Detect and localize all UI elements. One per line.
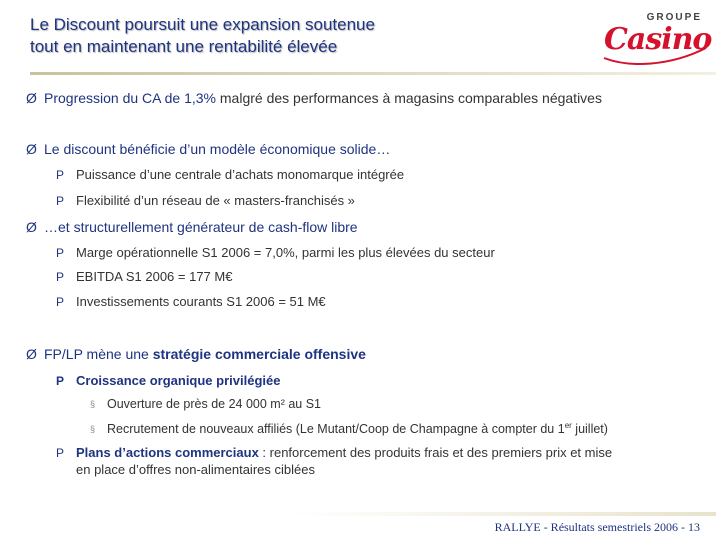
arrow-bullet-icon: Ø [26,90,37,106]
bullet-strategie: Ø FP/LP mène une stratégie commerciale offensive [26,346,366,362]
square-bullet-icon: § [90,424,96,434]
bullet-discount-model: Ø Le discount bénéficie d’un modèle économique solide… [26,141,391,157]
footer-divider [290,512,716,516]
flag-bullet-icon: P [56,374,65,388]
sub-sub-bullet-recrutement: § Recrutement de nouveaux affiliés (Le Mutant/Coop de Champagne à compter du 1er juillet) [90,421,608,436]
sub-bullet-plans: P Plans d’actions commerciaux : renforcement des produits frais et des premiers prix et mise [56,445,613,460]
title-line-1: Le Discount poursuit une expansion soutenue [30,15,375,34]
arrow-bullet-icon: Ø [26,346,37,362]
sub-bullet-flexibilite: P Flexibilité d’un réseau de « masters-franchisés » [56,193,355,208]
logo-groupe-text: GROUPE [646,12,702,23]
footer-text: RALLYE - Résultats semestriels 2006 - 13 [494,520,700,534]
sub-bullet-plans-continued: en place d’offres non-alimentaires ciblées [76,462,315,477]
bullet-cash-flow: Ø …et structurellement générateur de cash-flow libre [26,219,358,235]
flag-bullet-icon: P [56,295,65,309]
flag-bullet-icon: P [56,270,65,284]
arrow-bullet-icon: Ø [26,141,37,157]
arrow-bullet-icon: Ø [26,219,37,235]
sub-sub-bullet-ouverture: § Ouverture de près de 24 000 m² au S1 [90,397,322,411]
sub-bullet-marge: P Marge opérationnelle S1 2006 = 7,0%, parmi les plus élevées du secteur [56,245,495,260]
sub-bullet-ebitda: P EBITDA S1 2006 = 177 M€ [56,269,233,284]
square-bullet-icon: § [90,399,96,409]
slide-title [30,14,500,58]
title-line-2: tout en maintenant une rentabilité élevée [30,37,338,56]
flag-bullet-icon: P [56,246,65,260]
flag-bullet-icon: P [56,446,65,460]
casino-logo [600,10,710,58]
header-divider [30,72,716,75]
sub-bullet-investissements: P Investissements courants S1 2006 = 51 M€ [56,294,326,309]
logo-brand-text: Casino [604,22,712,57]
bullet-ca-growth: Ø Progression du CA de 1,3% malgré des performances à magasins comparables négatives [26,90,602,106]
sub-bullet-centrale: P Puissance d’une centrale d’achats monomarque intégrée [56,167,405,182]
sub-bullet-croissance: P Croissance organique privilégiée [56,373,281,388]
flag-bullet-icon: P [56,194,65,208]
flag-bullet-icon: P [56,168,65,182]
